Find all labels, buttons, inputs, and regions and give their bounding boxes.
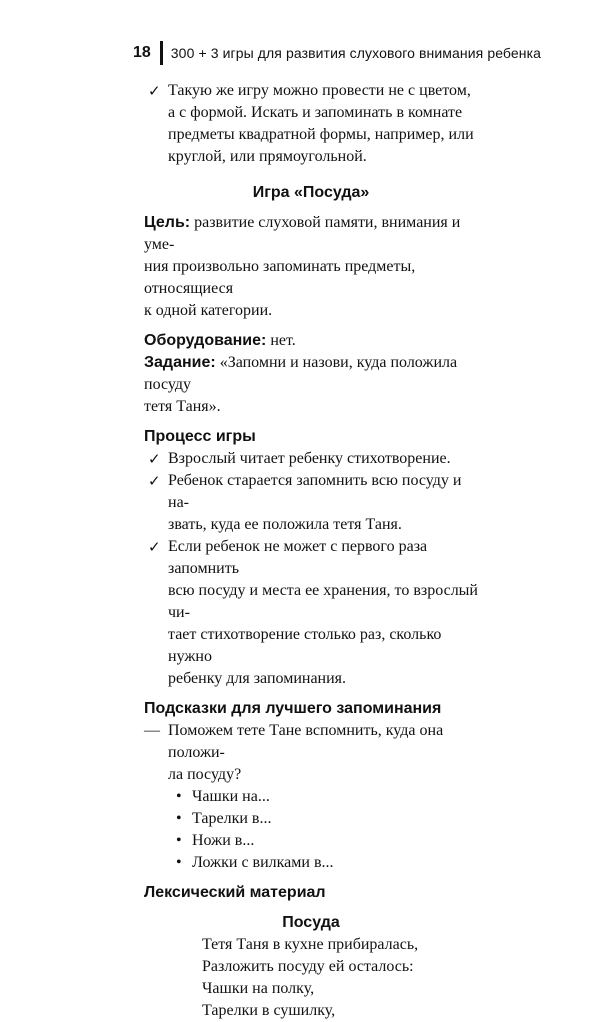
hint-bullet <box>144 808 478 830</box>
page-body <box>144 80 478 1022</box>
checkmark-icon: ✓ <box>148 82 161 100</box>
poem-line: Тарелки в сушилку, <box>202 1002 336 1019</box>
game-title: Игра «Посуда» <box>252 184 370 201</box>
hint-bullet <box>144 786 478 808</box>
hint-bullet-text: Ложки с вилками в... <box>192 854 334 871</box>
goal-label: Цель: <box>144 214 191 231</box>
bullet-icon: • <box>176 832 182 849</box>
poem-line: Разложить посуду ей осталось: <box>202 958 414 975</box>
process-line: тает стихотворение столько раз, сколько нужно <box>168 626 442 665</box>
equipment-paragraph <box>144 330 478 352</box>
checkmark-icon: ✓ <box>148 538 161 556</box>
hint-bullet-text: Тарелки в... <box>192 810 272 827</box>
equipment-value: нет. <box>270 332 296 349</box>
task-label: Задание: <box>144 354 216 371</box>
process-item <box>144 448 478 470</box>
intro-line: предметы квадратной формы, например, или <box>168 126 474 143</box>
process-item <box>144 470 478 536</box>
intro-line: а с формой. Искать и запоминать в комнате <box>168 104 463 121</box>
checkmark-icon: ✓ <box>148 450 161 468</box>
bullet-icon: • <box>176 810 182 827</box>
task-paragraph <box>144 352 478 418</box>
hint-bullet-text: Ножи в... <box>192 832 255 849</box>
goal-line: к одной категории. <box>144 302 273 319</box>
intro-line: круглой, или прямоугольной. <box>168 148 367 165</box>
hints-line: ла посуду? <box>168 766 242 783</box>
task-line: тетя Таня». <box>144 398 221 415</box>
hints-line: Поможем тете Тане вспомнить, куда она положи- <box>168 722 444 761</box>
process-line: Взрослый читает ребенку стихотворение. <box>168 450 451 467</box>
checkmark-icon: ✓ <box>148 472 161 490</box>
process-heading: Процесс игры <box>144 428 256 445</box>
poem-line: Чашки на полку, <box>202 980 315 997</box>
process-line: всю посуду и места ее хранения, то взрослый чи- <box>168 582 478 621</box>
process-line: ребенку для запоминания. <box>168 670 347 687</box>
process-line: звать, куда ее положила тетя Таня. <box>168 516 402 533</box>
goal-line: ния произвольно запоминать предметы, относящиеся <box>144 258 416 297</box>
hint-bullet-text: Чашки на... <box>192 788 270 805</box>
task-line: «Запомни и назови, куда положила посуду <box>144 354 458 393</box>
page-number: 18 <box>133 44 151 61</box>
lexical-heading: Лексический материал <box>144 884 326 901</box>
running-title: 300 + 3 игры для развития слухового внимания ребенка <box>170 45 542 61</box>
equipment-label: Оборудование: <box>144 332 267 349</box>
poem-line: Тетя Таня в кухне прибиралась, <box>202 936 419 953</box>
dash-icon: — <box>144 722 160 739</box>
hint-bullet <box>144 830 478 852</box>
hints-heading: Подсказки для лучшего запоминания <box>144 700 442 717</box>
page-header <box>133 40 541 66</box>
poem-title: Посуда <box>282 914 340 931</box>
intro-check-item <box>144 80 478 168</box>
bullet-icon: • <box>176 788 182 805</box>
goal-line: развитие слуховой памяти, внимания и уме- <box>144 214 461 253</box>
process-line: Ребенок старается запомнить всю посуду и на- <box>168 472 462 511</box>
bullet-icon: • <box>176 854 182 871</box>
intro-line: Такую же игру можно провести не с цветом, <box>168 82 471 99</box>
hints-question <box>144 720 478 786</box>
process-item <box>144 536 478 690</box>
process-line: Если ребенок не может с первого раза запомнить <box>168 538 428 577</box>
hint-bullet <box>144 852 478 874</box>
goal-paragraph <box>144 212 478 322</box>
